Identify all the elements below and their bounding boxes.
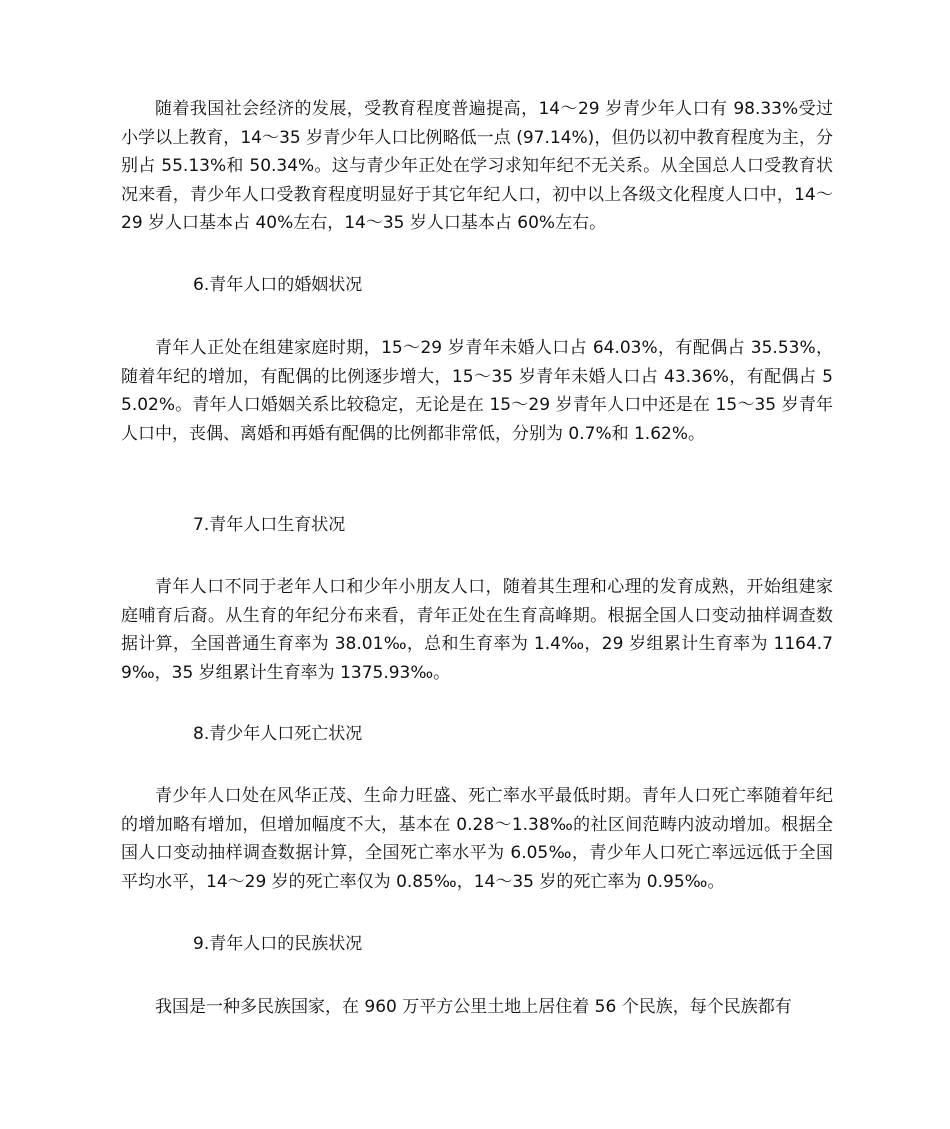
paragraph-education: 随着我国社会经济的发展，受教育程度普遍提高，14～29 岁青少年人口有 98.33%受过小学以上教育，14～35 岁青少年人口比例略低一点 (97.14%)，但仍以初中教育程度为主，分别占 55.13%和 50.34%。这与青少年正处在学习求知年纪不无关系。从全国总人口受教育状况来看，青少年人口受教育程度明显好于其它年纪人口，初中以上各级文化程度人口中，14～29 岁人口基本占 40%左右，14～35 岁人口基本占 60%左右。: [121, 99, 834, 233]
paragraph-marriage: 青年人正处在组建家庭时期，15～29 岁青年未婚人口占 64.03%，有配偶占 35.53%，随着年纪的增加，有配偶的比例逐步增大，15～35 岁青年未婚人口占 43.36%，有配偶占 55.02%。青年人口婚姻关系比较稳定，无论是在 15～29 岁青年人口中还是在 15～35 岁青年人口中，丧偶、离婚和再婚有配偶的比例都非常低，分别为 0.7%和 1.62%。: [121, 338, 833, 444]
heading-fertility-status: 7.青年人口生育状况: [193, 515, 346, 535]
paragraph-fertility: 青年人口不同于老年人口和少年小朋友人口，随着其生理和心理的发育成熟，开始组建家庭哺育后裔。从生育的年纪分布来看，青年正处在生育高峰期。根据全国人口变动抽样调查数据计算，全国普通生育率为 38.01‰，总和生育率为 1.4‰，29 岁组累计生育率为 1164.79‰，35 岁组累计生育率为 1375.93‰。: [121, 577, 833, 683]
heading-marriage-status: 6.青年人口的婚姻状况: [193, 275, 363, 295]
paragraph-mortality: 青少年人口处在风华正茂、生命力旺盛、死亡率水平最低时期。青年人口死亡率随着年纪的增加略有增加，但增加幅度不大，基本在 0.28～1.38‰的社区间范畴内波动增加。根据全国人口变动抽样调查数据计算，全国死亡率水平为 6.05‰，青少年人口死亡率远远低于全国平均水平，14～29 岁的死亡率仅为 0.85‰，14～35 岁的死亡率为 0.95‰。: [121, 786, 833, 892]
heading-mortality-status: 8.青少年人口死亡状况: [193, 724, 363, 744]
paragraph-ethnic: 我国是一种多民族国家，在 960 万平方公里土地上居住着 56 个民族，每个民族都有: [155, 997, 792, 1017]
heading-ethnic-status: 9.青年人口的民族状况: [193, 934, 363, 954]
